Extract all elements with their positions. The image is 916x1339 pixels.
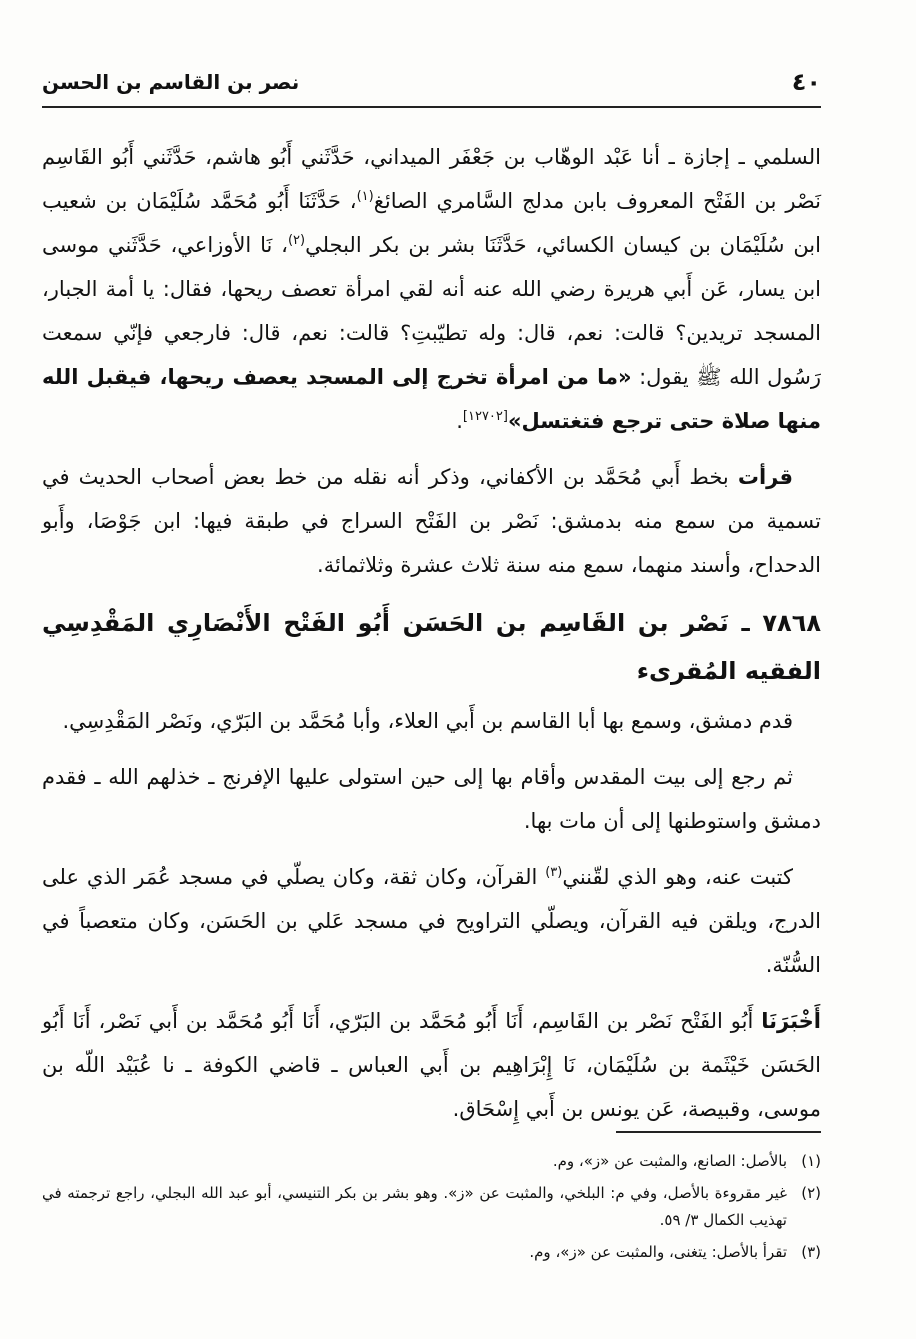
paragraph-biography-1: قدم دمشق، وسمع بها أبا القاسم بن أَبي العلاء، وأبا مُحَمَّد بن البَرّي، ونَصْر المَقْدِسِي.	[62, 709, 793, 733]
text-segment: ، حَدَّثَنَا أَبُو مُحَمَّد سُلَيْمَان بن شعيب ابن سُلَيْمَان بن كيسان الكسائي، حَدَّثَنَا بشر بن بكر البجلي	[42, 189, 821, 257]
footnote-text: غير مقروءة بالأصل، وفي م: البلخي، والمثبت عن «ز». وهو بشر بن بكر التنيسي، أبو عبد الله البجلي، راجع ترجمته في تهذيب الكمال ٣/ ٥٩.	[42, 1184, 787, 1229]
footnote-number: (١)	[801, 1152, 821, 1170]
footnote-text: بالأصل: الصانع، والمثبت عن «ز»، وم.	[552, 1152, 787, 1170]
paragraph-isnad	[42, 135, 821, 443]
text-segment: السلمي ـ إجازة ـ أنا عَبْد الوهّاب بن جَعْفَر الميداني، حَدَّثَني أَبُو هاشم، حَدَّثَني أَبُو القَاسِم نَصْر بن الفَتْح المعروف بابن مدلج السَّامري الصائغ	[42, 145, 821, 213]
footnote-marker-3[interactable]: (٣)	[545, 865, 563, 880]
footnote-text: تقرأ بالأصل: يتغنى، والمثبت عن «ز»، وم.	[529, 1243, 787, 1261]
entry-title: ٧٨٦٨ ـ نَصْر بن القَاسِم بن الحَسَن أَبُو الفَتْح الأَنْصَارِي المَقْدِسِي الفقيه المُقرىء	[42, 609, 821, 685]
footnote-divider	[616, 1131, 821, 1133]
paragraph-lead: أَخْبَرَنَا	[761, 1009, 821, 1033]
text-segment: كتبت عنه، وهو الذي لقّنني	[562, 865, 793, 889]
footnote-1	[42, 1148, 821, 1175]
hadith-reference: [١٢٧٠٢]	[462, 409, 508, 424]
footnote-number: (٣)	[801, 1243, 821, 1261]
main-text	[42, 135, 821, 1143]
hadith-text: «ما من امرأة تخرج إلى المسجد يعصف ريحها، فيقبل الله منها صلاة حتى ترجع فتغتسل»	[42, 365, 821, 433]
text-segment: القرآن، وكان ثقة، وكان يصلّي في مسجد عُمَر الذي على الدرج، ويلقن فيه القرآن، ويصلّي التراويح في مسجد عَلي بن الحَسَن، وكان متعصباً في السُّنّة.	[42, 865, 821, 977]
paragraph-qara-tu	[42, 455, 821, 587]
footnote-marker-1[interactable]: (١)	[356, 189, 374, 204]
text-segment: .	[456, 409, 463, 433]
page-number: ٤٠	[791, 68, 821, 96]
text-segment: بخط أَبي مُحَمَّد بن الأكفاني، وذكر أنه نقله من خط بعض أصحاب الحديث في تسمية من سمع منه بدمشق: نَصْر بن الفَتْح السراج في طبقة فيها: ابن جَوْصَا، وأَبو الدحداح، وأسند منهما، سمع منه سنة ثلاث عشرة وثلاثمائة.	[42, 465, 821, 577]
paragraph-akhbarana	[42, 999, 821, 1131]
paragraph-biography-3	[42, 855, 821, 987]
paragraph-lead: قرأت	[737, 465, 793, 489]
footnotes	[42, 1148, 821, 1271]
footnote-number: (٢)	[801, 1184, 821, 1202]
text-segment: ، نَا الأوزاعي، حَدَّثَني موسى ابن يسار، عَن أَبي هريرة رضي الله عنه أنه لقي امرأة تعصف ريحها، فقال: يا أمة الجبار، المسجد تريدين؟ قالت: نعم، قال: وله تطيّبتِ؟ قالت: نعم، قال: فارجعي فإنّي سمعت رَسُول الله ﷺ يقول:	[42, 233, 821, 389]
footnote-3	[42, 1239, 821, 1266]
text-segment: أَبُو الفَتْح نَصْر بن القَاسِم، أَنَا أَبُو مُحَمَّد بن البَرّي، أَنَا أَبُو مُحَمَّد بن أَبي نَصْر، أَنَا أَبُو الحَسَن خَيْثَمة بن سُلَيْمَان، نَا إِبْرَاهِيم بن أَبي العباس ـ قاضي الكوفة ـ نا عُبَيْد اللّه بن موسى، وقبيصة، عَن يونس بن أَبي إِسْحَاق.	[42, 1009, 821, 1121]
page-header	[42, 62, 821, 108]
footnote-2	[42, 1180, 821, 1234]
paragraph-biography-2: ثم رجع إلى بيت المقدس وأقام بها إلى حين استولى عليها الإفرنج ـ خذلهم الله ـ فقدم دمشق واستوطنها إلى أن مات بها.	[42, 765, 821, 833]
running-title: نصر بن القاسم بن الحسن	[42, 70, 300, 94]
footnote-marker-2[interactable]: (٢)	[287, 233, 306, 248]
